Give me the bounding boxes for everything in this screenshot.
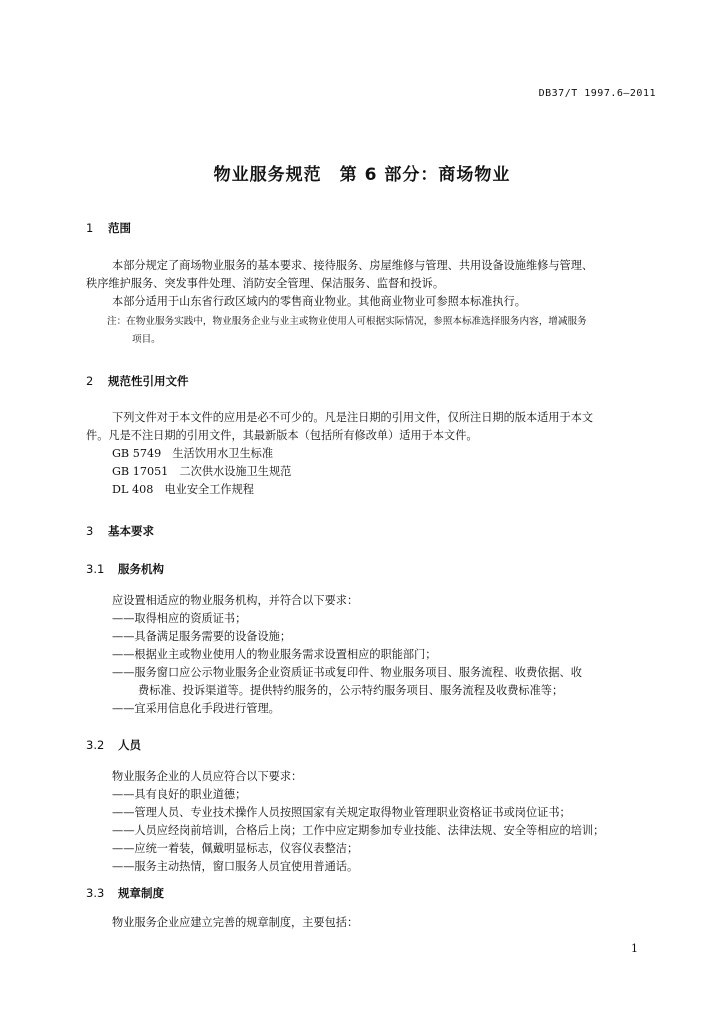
standard-code: DB37/T 1997.6—2011 [538, 88, 656, 99]
section-2-heading [86, 373, 189, 389]
regulations-intro: 物业服务企业应建立完善的规章制度，主要包括： [112, 916, 359, 929]
section-title: 规范性引用文件 [108, 374, 189, 388]
list-item: ——人员应经岗前培训，合格后上岗；工作中应定期参加专业技能、法律法规、安全等相应的培训； [112, 824, 605, 837]
section-title: 基本要求 [108, 524, 154, 538]
references-paragraph-line-2: 件。凡是不注日期的引用文件，其最新版本（包括所有修改单）适用于本文件。 [86, 429, 478, 442]
section-3-2-heading [86, 737, 141, 753]
section-number: 3.3 [86, 886, 105, 900]
reference-item: GB 17051 二次供水设施卫生规范 [112, 465, 292, 478]
section-number: 3.1 [86, 562, 105, 576]
scope-paragraph-line-1: 本部分规定了商场物业服务的基本要求、接待服务、房屋维修与管理、共用设备设施维修与管理、 [112, 259, 594, 272]
section-title: 规章制度 [118, 886, 164, 900]
section-number: 3.2 [86, 738, 105, 752]
section-number: 3 [86, 524, 94, 538]
section-number: 1 [86, 221, 94, 235]
page-number: 1 [631, 942, 638, 955]
section-title: 服务机构 [118, 562, 164, 576]
list-item: ——服务主动热情，窗口服务人员宜使用普通话。 [112, 860, 359, 873]
references-paragraph-line-1: 下列文件对于本文件的应用是必不可少的。凡是注日期的引用文件，仅所注日期的版本适用于本文 [112, 411, 594, 424]
scope-note-line-1: 注：在物业服务实践中，物业服务企业与业主或物业使用人可根据实际情况，参照本标准选择服务内容，增减服务 [107, 316, 587, 327]
section-title: 范围 [108, 221, 131, 235]
list-item: ——具有良好的职业道德； [112, 788, 247, 801]
list-item-continuation: 费标准、投诉渠道等。提供特约服务的，公示特约服务项目、服务流程及收费标准等； [138, 684, 564, 697]
scope-applicability: 本部分适用于山东省行政区域内的零售商业物业。其他商业物业可参照本标准执行。 [112, 295, 526, 308]
scope-paragraph-line-2: 秩序维护服务、突发事件处理、消防安全管理、保洁服务、监督和投诉。 [86, 277, 445, 290]
service-org-intro: 应设置相适应的物业服务机构，并符合以下要求： [112, 594, 359, 607]
section-number: 2 [86, 374, 94, 388]
reference-item: DL 408 电业安全工作规程 [112, 483, 254, 496]
document-title: 物业服务规范 第 6 部分：商场物业 [213, 165, 511, 185]
list-item: ——管理人员、专业技术操作人员按照国家有关规定取得物业管理职业资格证书或岗位证书； [112, 806, 571, 819]
section-3-3-heading [86, 885, 164, 901]
personnel-intro: 物业服务企业的人员应符合以下要求： [112, 770, 303, 783]
list-item: ——根据业主或物业使用人的物业服务需求设置相应的职能部门； [112, 648, 437, 661]
list-item: ——取得相应的资质证书； [112, 612, 247, 625]
reference-item: GB 5749 生活饮用水卫生标准 [112, 447, 274, 460]
section-title: 人员 [118, 738, 141, 752]
section-1-heading [86, 220, 131, 236]
list-item: ——宜采用信息化手段进行管理。 [112, 702, 280, 715]
list-item: ——服务窗口应公示物业服务企业资质证书或复印件、物业服务项目、服务流程、收费依据、收 [112, 666, 582, 679]
list-item: ——应统一着装，佩戴明显标志，仪容仪表整洁； [112, 842, 359, 855]
scope-note-line-2: 项目。 [132, 334, 161, 345]
section-3-1-heading [86, 561, 164, 577]
list-item: ——具备满足服务需要的设备设施； [112, 630, 292, 643]
section-3-heading [86, 523, 154, 539]
